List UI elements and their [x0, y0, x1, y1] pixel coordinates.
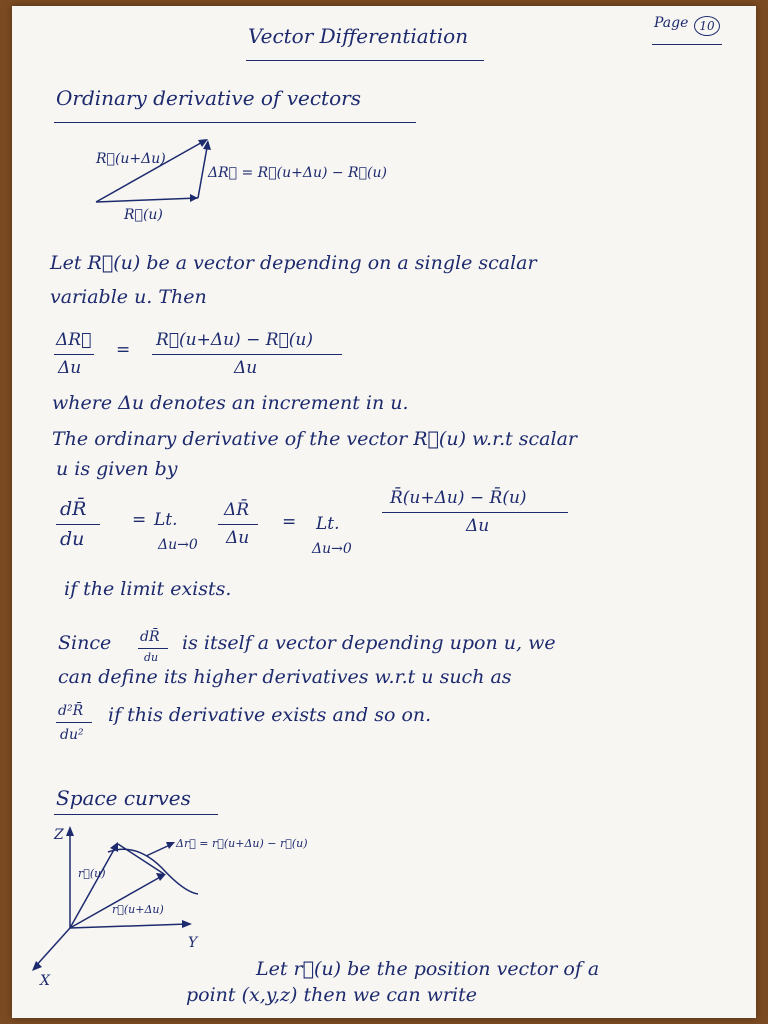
delta-r-pointer [146, 844, 172, 856]
space-curves-underline [54, 814, 218, 815]
text-point-xyz: point (x,y,z) then we can write [186, 984, 477, 1006]
page-number-underline [652, 44, 722, 45]
diagram-label-delta-r: ΔR⃗ = R⃗(u+Δu) − R⃗(u) [208, 165, 387, 181]
section-heading-underline [54, 122, 416, 123]
since-frac-numerator: dR̄ [140, 629, 160, 645]
y-axis-line [70, 924, 188, 928]
text-line-ordinary-derivative: The ordinary derivative of the vector R⃗(u) w.r.t scalar [52, 428, 577, 450]
delta-r-chord [118, 844, 164, 874]
y-axis-arrowhead [182, 920, 192, 928]
x-axis-arrowhead [32, 961, 42, 971]
text-line-where: where Δu denotes an increment in u. [52, 392, 409, 414]
text-if-derivative-exists: if this derivative exists and so on. [108, 704, 432, 726]
eq2-lhs-numerator: dR̄ [60, 498, 87, 520]
eq2-lhs-fraction-bar [56, 524, 100, 525]
diagram-label-r-u: R⃗(u) [124, 207, 163, 223]
eq2-limit-2: Lt. [316, 514, 340, 534]
since-frac-denominator: du [144, 651, 159, 664]
eq2-rhs-numerator: R̄(u+Δu) − R̄(u) [390, 488, 527, 508]
eq1-rhs-fraction-bar [152, 354, 342, 355]
eq2-rhs-denominator: Δu [466, 516, 490, 536]
diagram-label-r-u-du-space: r⃗(u+Δu) [112, 903, 164, 916]
since-frac-bar [138, 648, 168, 649]
z-axis-arrowhead [66, 826, 74, 836]
position-vector-r-u-du [70, 876, 162, 928]
eq1-equals: = [116, 340, 131, 360]
eq1-lhs-denominator: Δu [58, 358, 82, 378]
diagram-label-r-u-space: r⃗(u) [78, 867, 106, 880]
eq2-equals-a: = [132, 510, 147, 530]
position-vector-r-u [70, 846, 116, 928]
diagram-label-delta-r-space: Δr⃗ = r⃗(u+Δu) − r⃗(u) [176, 837, 308, 850]
text-line-given-by: u is given by [56, 458, 178, 480]
eq2-equals-b: = [282, 512, 297, 532]
text-line-limit-exists: if the limit exists. [64, 578, 232, 600]
vector-r-u-plus-du-line [96, 140, 206, 202]
second-derivative-denominator: du² [60, 727, 84, 743]
text-since: Since [58, 632, 112, 654]
second-derivative-numerator: d²R̄ [58, 703, 84, 719]
eq1-lhs-fraction-bar [54, 354, 94, 355]
page-label: Page [654, 15, 689, 31]
x-axis-line [34, 928, 70, 968]
page-number: 10 [694, 16, 720, 36]
notebook-page [12, 6, 756, 1018]
text-position-vector: Let r⃗(u) be the position vector of a [256, 958, 600, 980]
eq2-frac-bar [218, 524, 258, 525]
text-itself-a-vector: is itself a vector depending upon u, we [182, 632, 556, 654]
eq2-rhs-fraction-bar [382, 512, 568, 513]
vector-delta-r-arrowhead [203, 140, 211, 150]
text-higher-derivatives: can define its higher derivatives w.r.t u such as [58, 666, 512, 688]
section-heading-ordinary-derivative: Ordinary derivative of vectors [56, 86, 361, 110]
text-line-let-r: Let R⃗(u) be a vector depending on a single scalar [50, 252, 537, 274]
title-underline [246, 60, 484, 61]
eq2-frac-numerator: ΔR̄ [224, 500, 250, 520]
axis-label-y: Y [188, 935, 198, 951]
text-line-variable: variable u. Then [50, 286, 207, 308]
space-curve [108, 849, 198, 894]
position-vector-r-u-du-arrowhead [156, 873, 166, 881]
delta-r-pointer-arrowhead [166, 842, 175, 849]
section-heading-space-curves: Space curves [56, 786, 191, 810]
position-vector-r-u-arrowhead [110, 842, 118, 852]
vector-delta-r-line [198, 142, 208, 198]
eq2-frac-denominator: Δu [226, 528, 250, 548]
diagram-label-r-u-plus-du: R⃗(u+Δu) [96, 151, 166, 167]
vector-r-u-plus-du-arrowhead [198, 139, 208, 147]
second-derivative-frac-bar [56, 722, 92, 723]
axis-label-x: X [40, 973, 50, 989]
vector-r-u-line [96, 198, 198, 202]
eq1-lhs-numerator: ΔR⃗ [56, 330, 92, 350]
eq1-rhs-numerator: R⃗(u+Δu) − R⃗(u) [156, 330, 313, 350]
eq2-limit-1: Lt. [154, 510, 178, 530]
eq2-limit-1-subscript: Δu→0 [158, 537, 198, 553]
axis-label-z: Z [54, 827, 64, 843]
vector-r-u-arrowhead [190, 194, 198, 202]
eq2-lhs-denominator: du [60, 528, 85, 550]
eq1-rhs-denominator: Δu [234, 358, 258, 378]
eq2-limit-2-subscript: Δu→0 [312, 541, 352, 557]
page-title: Vector Differentiation [248, 24, 469, 48]
